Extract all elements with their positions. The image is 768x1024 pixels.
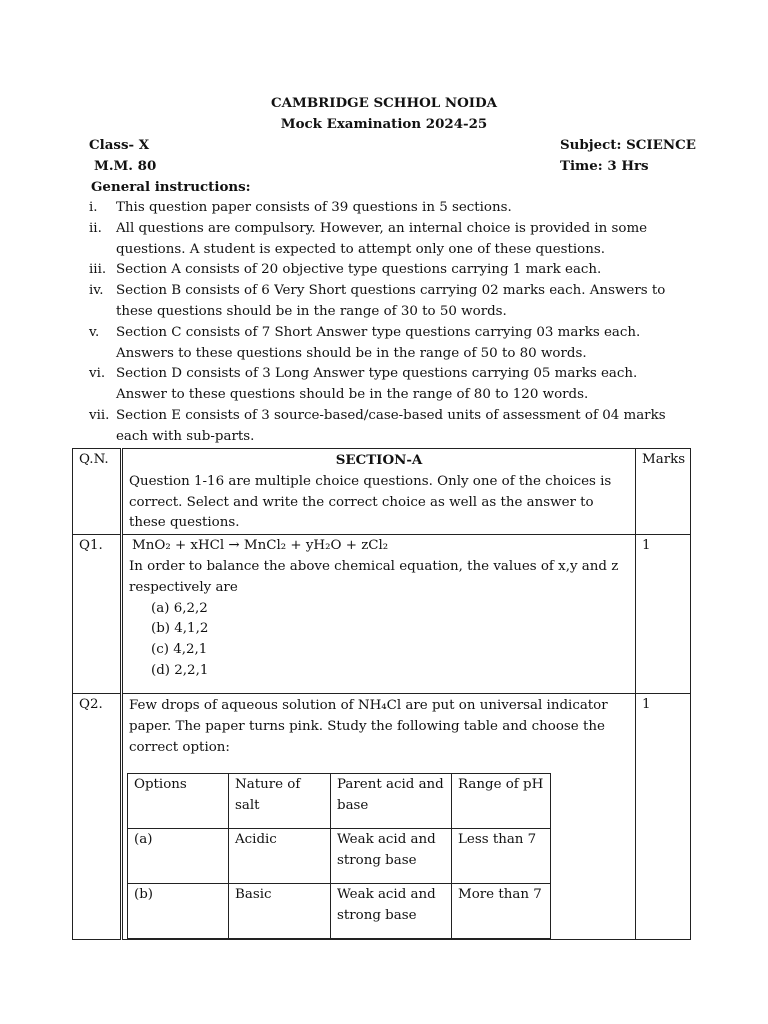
section-note: Question 1-16 are multiple choice questions. Only one of the choices is correct. Select and write the correct choice as well as the answer to these questions. (129, 473, 612, 531)
question-body (122, 694, 636, 939)
inner-row (128, 883, 551, 938)
question-text: In order to balance the above chemical equation, the values of x,y and z respectively are (129, 558, 619, 595)
instruction-item: ii. All questions are compulsory. However, an internal choice is provided in some questions. A student is expected to attempt only one of these questions. (89, 220, 648, 257)
inner-header-parent: Parent acid and base (331, 773, 452, 828)
question-number: Q2. (73, 694, 122, 939)
instruction-item: vii. Section E consists of 3 source-based/case-based units of assessment of 04 marks each with sub-parts. (89, 407, 666, 444)
inner-cell: (b) (128, 883, 229, 938)
max-marks-label: M.M. 80 (94, 158, 157, 174)
inner-cell: Acidic (229, 828, 331, 883)
instruction-item: v. Section C consists of 7 Short Answer type questions carrying 03 marks each. Answers to these questions should be in the range of 50 to 80 words. (89, 324, 641, 361)
inner-cell: More than 7 (452, 883, 551, 938)
inner-header-ph: Range of pH (452, 773, 551, 828)
inner-cell: Weak acid and strong base (331, 883, 452, 938)
subject-label: Subject: SCIENCE (560, 137, 696, 153)
section-title: SECTION-A (335, 452, 423, 468)
school-name: CAMBRIDGE SCHHOL NOIDA (270, 95, 498, 111)
inner-cell: Less than 7 (452, 828, 551, 883)
instruction-item: i. This question paper consists of 39 questions in 5 sections. (89, 200, 512, 215)
section-header-cell (122, 449, 636, 535)
instructions-list (89, 198, 689, 448)
time-label: Time: 3 Hrs (560, 158, 649, 174)
option-b: (b) 4,1,2 (151, 621, 209, 637)
marks-header: Marks (636, 449, 691, 535)
table-header-row (73, 449, 691, 535)
inner-cell: Basic (229, 883, 331, 938)
inner-cell: (a) (128, 828, 229, 883)
questions-table (72, 448, 691, 940)
question-marks: 1 (636, 535, 691, 694)
instruction-item: vi. Section D consists of 3 Long Answer type questions carrying 05 marks each. Answer to these questions should be in the range of 80 to 120 words. (89, 366, 638, 403)
question-row (73, 535, 691, 694)
inner-header-nature: Nature of salt (229, 773, 331, 828)
exam-title: Mock Examination 2024-25 (280, 116, 488, 132)
class-label: Class- X (89, 137, 150, 153)
option-c: (c) 4,2,1 (151, 642, 208, 658)
inner-cell: Weak acid and strong base (331, 828, 452, 883)
question-marks: 1 (636, 694, 691, 939)
qn-header: Q.N. (73, 449, 122, 535)
ph-options-table (127, 773, 551, 939)
option-a: (a) 6,2,2 (151, 600, 208, 616)
inner-header-row (128, 773, 551, 828)
question-text: Few drops of aqueous solution of NH₄Cl are put on universal indicator paper. The paper turns pink. Study the following table and choose the correct option: (129, 698, 608, 755)
option-d: (d) 2,2,1 (151, 662, 209, 678)
question-row (73, 694, 691, 939)
instructions-heading: General instructions: (91, 179, 251, 195)
inner-header-options: Options (128, 773, 229, 828)
question-number: Q1. (73, 535, 122, 694)
question-body (122, 535, 636, 694)
instruction-item: iv. Section B consists of 6 Very Short questions carrying 02 marks each. Answers to these questions should be in the range of 30 to 50 words. (89, 283, 666, 319)
instruction-item: iii. Section A consists of 20 objective type questions carrying 1 mark each. (89, 262, 602, 278)
chemical-equation: MnO₂ + xHCl → MnCl₂ + yH₂O + zCl₂ (132, 538, 389, 554)
inner-row (128, 828, 551, 883)
